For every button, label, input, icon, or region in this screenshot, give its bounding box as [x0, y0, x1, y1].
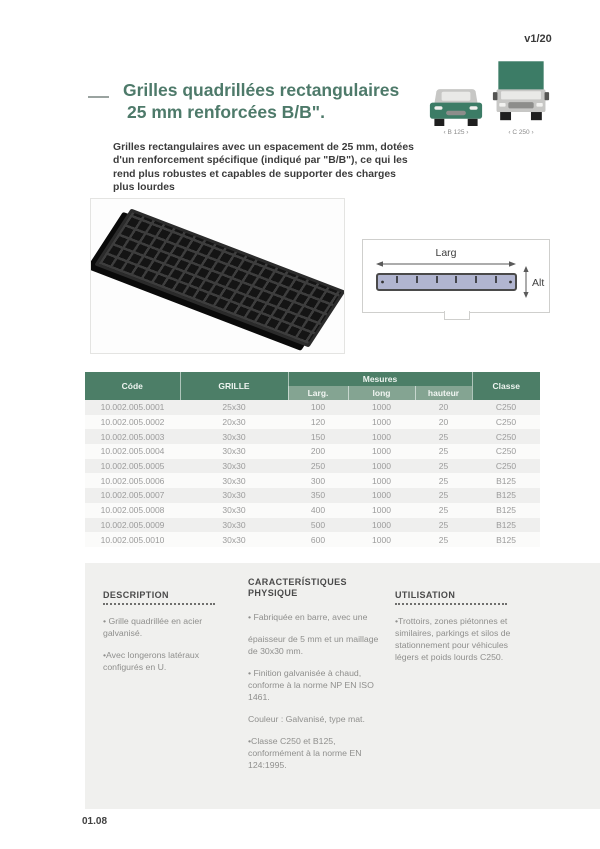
car-icon [429, 87, 483, 129]
characteristics-heading [248, 577, 386, 599]
table-cell: 1000 [348, 473, 415, 488]
col-header-long: long [348, 386, 415, 400]
col-header-larg: Larg. [288, 386, 348, 400]
text-line: • Fabriquée en barre, avec une [248, 612, 368, 622]
characteristics-heading-line1: CARACTERÍSTIQUES [248, 577, 347, 587]
characteristics-items [248, 611, 386, 771]
table-cell: C250 [472, 429, 540, 444]
text-line: plus lourdes [113, 182, 175, 194]
table-cell: 1000 [348, 429, 415, 444]
table-cell: 150 [288, 429, 348, 444]
text-line: •Trottoirs, zones piétonnes et similaires, parkings et silos de stationnement pour véhicules légers et poids lourds C250. [395, 616, 511, 662]
characteristics-heading-line2: PHYSIQUE [248, 588, 298, 598]
table-cell: 20x30 [180, 415, 288, 430]
col-header-grille: GRILLE [180, 372, 288, 400]
col-header-code: Códe [85, 372, 180, 400]
table-cell: 30x30 [180, 503, 288, 518]
width-dimension-label: Larg [435, 247, 457, 259]
text-line: • Grille quadrillée en acier galvanisé. [103, 616, 203, 638]
product-photo [90, 198, 345, 354]
table-row [85, 400, 540, 415]
text-line: épaisseur de 5 mm et un maillage de 30x30 mm. [248, 634, 379, 656]
table-cell: B125 [472, 518, 540, 533]
col-header-hauteur: hauteur [415, 386, 472, 400]
table-cell: 25 [415, 429, 472, 444]
grille-product-image [94, 208, 345, 347]
table-cell: 100 [288, 400, 348, 415]
page-number: 01.08 [82, 816, 108, 827]
text-line: •Classe C250 et B125, conformément à la norme EN 124:1995. [248, 736, 362, 770]
page-title-line2: 25 mm renforcées B/B". [127, 102, 325, 122]
utilisation-section [395, 590, 525, 673]
utilisation-items [395, 615, 525, 663]
table-cell: B125 [472, 532, 540, 547]
table-cell: 10.002.005.0006 [85, 473, 180, 488]
table-cell: 10.002.005.0009 [85, 518, 180, 533]
table-cell: 1000 [348, 459, 415, 474]
description-heading: DESCRIPTION [103, 590, 169, 600]
table-row [85, 532, 540, 547]
table-cell: 30x30 [180, 532, 288, 547]
table-row [85, 429, 540, 444]
table-cell: 500 [288, 518, 348, 533]
table-cell: 30x30 [180, 459, 288, 474]
table-cell: 25 [415, 459, 472, 474]
table-cell: B125 [472, 488, 540, 503]
table-cell: 250 [288, 459, 348, 474]
table-cell: 30x30 [180, 473, 288, 488]
text-line: • Finition galvanisée à chaud, conforme à la norme NP EN ISO 1461. [248, 668, 374, 702]
dotted-divider [395, 603, 507, 605]
truck-class-label: ‹ C 250 › [508, 129, 534, 136]
table-cell: 200 [288, 444, 348, 459]
table-cell: 25 [415, 444, 472, 459]
table-row [85, 473, 540, 488]
table-row [85, 444, 540, 459]
table-cell: 10.002.005.0007 [85, 488, 180, 503]
table-cell: 25 [415, 473, 472, 488]
table-cell: 10.002.005.0004 [85, 444, 180, 459]
table-cell: 10.002.005.0005 [85, 459, 180, 474]
table-cell: C250 [472, 400, 540, 415]
intro-paragraph [113, 141, 453, 195]
utilisation-heading: UTILISATION [395, 590, 456, 600]
table-cell: 30x30 [180, 429, 288, 444]
table-cell: 20 [415, 415, 472, 430]
table-row [85, 415, 540, 430]
table-cell: 1000 [348, 444, 415, 459]
text-line: rend plus robustes et capables de supporter des charges [113, 168, 396, 180]
height-dimension-label: Alt [532, 277, 545, 289]
table-cell: 400 [288, 503, 348, 518]
table-cell: 1000 [348, 488, 415, 503]
table-header [85, 372, 540, 400]
car-class-label: ‹ B 125 › [443, 129, 469, 136]
table-cell: 30x30 [180, 488, 288, 503]
col-header-classe: Classe [472, 372, 540, 400]
table-cell: 600 [288, 532, 348, 547]
table-cell: 20 [415, 400, 472, 415]
dimension-drawing [363, 240, 549, 312]
diagram-notch [444, 311, 470, 320]
table-cell: 1000 [348, 400, 415, 415]
table-cell: 25 [415, 488, 472, 503]
table-cell: 1000 [348, 503, 415, 518]
text-line: d'un renforcement spécifique (indiqué par "B/B"), ce qui les [113, 155, 408, 167]
title-dash [88, 96, 109, 98]
text-line: Couleur : Galvanisé, type mat. [248, 714, 365, 724]
text-line: •Avec longerons latéraux configurés en U. [103, 650, 200, 672]
table-cell: 120 [288, 415, 348, 430]
table-cell: C250 [472, 459, 540, 474]
table-cell: 350 [288, 488, 348, 503]
table-cell: 1000 [348, 415, 415, 430]
table-cell: 30x30 [180, 518, 288, 533]
table-row [85, 518, 540, 533]
page-title [123, 79, 399, 123]
version-label: v1/20 [524, 33, 552, 45]
table-body [85, 400, 540, 547]
table-cell: 300 [288, 473, 348, 488]
table-cell: 10.002.005.0010 [85, 532, 180, 547]
section-diagram [362, 239, 550, 313]
table-cell: C250 [472, 444, 540, 459]
table-cell: 25 [415, 503, 472, 518]
truck-icon [492, 58, 550, 128]
table-cell: 25 [415, 532, 472, 547]
text-line: Grilles rectangulaires avec un espacement de 25 mm, dotées [113, 142, 414, 153]
table-cell: 10.002.005.0003 [85, 429, 180, 444]
table-cell: C250 [472, 415, 540, 430]
table-cell: 1000 [348, 518, 415, 533]
table-cell: 10.002.005.0002 [85, 415, 180, 430]
product-table [85, 372, 540, 547]
table-cell: 10.002.005.0001 [85, 400, 180, 415]
description-section [103, 590, 235, 683]
characteristics-section [248, 577, 386, 781]
table-row [85, 503, 540, 518]
table-cell: 25x30 [180, 400, 288, 415]
table-row [85, 488, 540, 503]
table-cell: B125 [472, 473, 540, 488]
table-cell: B125 [472, 503, 540, 518]
info-panel [85, 563, 600, 809]
table-cell: 10.002.005.0008 [85, 503, 180, 518]
table-cell: 1000 [348, 532, 415, 547]
table-row [85, 459, 540, 474]
description-items [103, 615, 235, 673]
dotted-divider [103, 603, 215, 605]
page-title-line1: Grilles quadrillées rectangulaires [123, 80, 400, 100]
table-cell: 30x30 [180, 444, 288, 459]
col-header-mesures: Mesures [288, 372, 472, 386]
table-cell: 25 [415, 518, 472, 533]
